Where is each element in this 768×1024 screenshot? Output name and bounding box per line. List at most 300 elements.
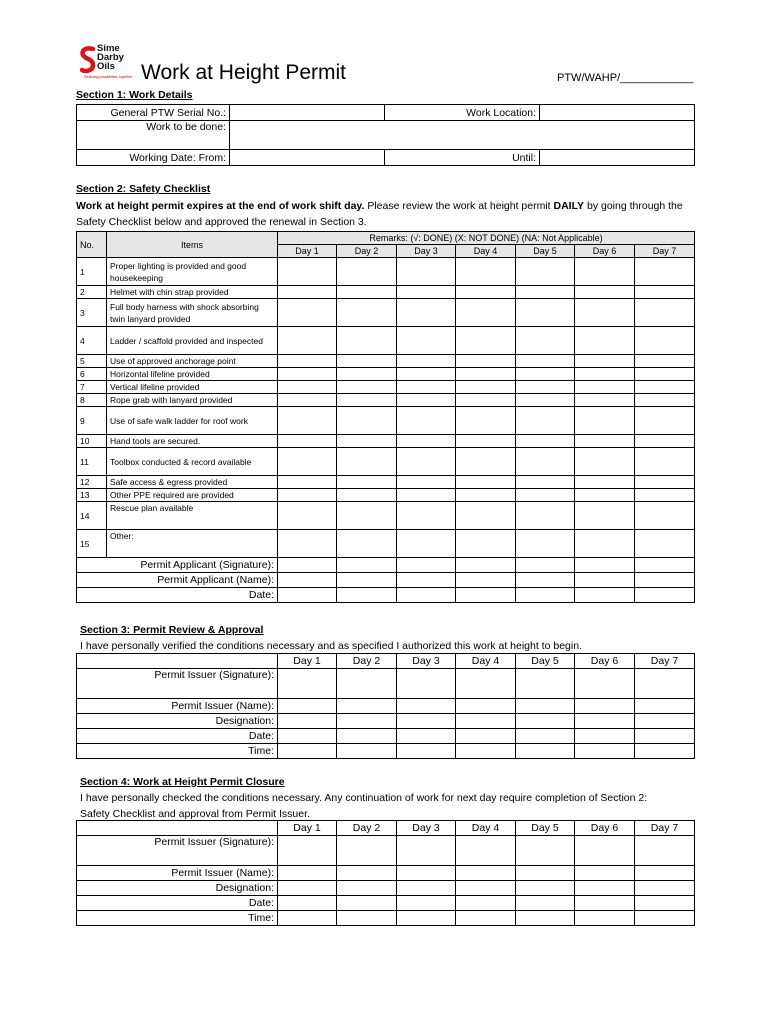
- issuer-cell[interactable]: [397, 744, 456, 759]
- day-header: Day 5: [516, 654, 575, 669]
- remark-cell[interactable]: [397, 435, 456, 448]
- remark-cell[interactable]: [575, 327, 635, 355]
- serial-field[interactable]: [230, 105, 385, 121]
- date-from-label: Working Date: From:: [77, 150, 230, 166]
- remark-cell[interactable]: [456, 489, 516, 502]
- remark-cell[interactable]: [516, 448, 575, 476]
- remark-cell[interactable]: [456, 502, 516, 530]
- applicant-row: [77, 588, 695, 603]
- item-text: Safe access & egress provided: [107, 476, 278, 489]
- item-text: Use of safe walk ladder for roof work: [107, 407, 278, 435]
- remark-cell[interactable]: [456, 258, 516, 286]
- checklist-row: [77, 502, 695, 530]
- day-header: Day 7: [635, 245, 695, 258]
- issuer-cell[interactable]: [397, 669, 456, 699]
- remark-cell[interactable]: [397, 286, 456, 299]
- day-header: Day 1: [278, 654, 337, 669]
- issuer-cell[interactable]: [516, 836, 575, 866]
- remark-cell[interactable]: [397, 368, 456, 381]
- remark-cell[interactable]: [575, 502, 635, 530]
- checklist-row: [77, 530, 695, 558]
- remark-cell[interactable]: [278, 258, 337, 286]
- issuer-cell[interactable]: [456, 699, 516, 714]
- day-header: Day 6: [575, 245, 635, 258]
- remark-cell[interactable]: [575, 476, 635, 489]
- remark-cell[interactable]: [575, 530, 635, 558]
- until-field[interactable]: [540, 150, 695, 166]
- issuer-cell[interactable]: [337, 836, 397, 866]
- item-text: Full body harness with shock absorbing twin lanyard provided: [107, 299, 278, 327]
- remark-cell[interactable]: [635, 435, 695, 448]
- remark-cell[interactable]: [337, 530, 397, 558]
- permit-closure-table: [76, 820, 695, 926]
- remark-cell[interactable]: [397, 355, 456, 368]
- remark-cell[interactable]: [456, 327, 516, 355]
- remark-cell[interactable]: [516, 286, 575, 299]
- issuer-cell[interactable]: [278, 714, 337, 729]
- item-text: Proper lighting is provided and good housekeeping: [107, 258, 278, 286]
- issuer-cell[interactable]: [635, 744, 695, 759]
- remark-cell[interactable]: [278, 299, 337, 327]
- day-header: Day 7: [635, 821, 695, 836]
- remark-cell[interactable]: [516, 530, 575, 558]
- checklist-row: [77, 286, 695, 299]
- checklist-row: [77, 489, 695, 502]
- item-number: 5: [77, 355, 107, 368]
- issuer-row: [77, 896, 695, 911]
- issuer-cell[interactable]: [516, 669, 575, 699]
- remark-cell[interactable]: [635, 299, 695, 327]
- checklist-row: [77, 381, 695, 394]
- issuer-cell[interactable]: [516, 896, 575, 911]
- issuer-row: [77, 836, 695, 866]
- applicant-cell[interactable]: [516, 588, 575, 603]
- applicant-cell[interactable]: [337, 573, 397, 588]
- issuer-cell[interactable]: [337, 669, 397, 699]
- remark-cell[interactable]: [278, 327, 337, 355]
- issuer-row: [77, 881, 695, 896]
- remark-cell[interactable]: [278, 381, 337, 394]
- item-number: 9: [77, 407, 107, 435]
- remark-cell[interactable]: [397, 476, 456, 489]
- remark-cell[interactable]: [456, 448, 516, 476]
- remark-cell[interactable]: [278, 407, 337, 435]
- item-number: 2: [77, 286, 107, 299]
- remark-cell[interactable]: [278, 448, 337, 476]
- applicant-cell[interactable]: [278, 588, 337, 603]
- issuer-cell[interactable]: [456, 896, 516, 911]
- item-text: Ladder / scaffold provided and inspected: [107, 327, 278, 355]
- item-number: 14: [77, 502, 107, 530]
- remark-cell[interactable]: [575, 448, 635, 476]
- remark-cell[interactable]: [516, 489, 575, 502]
- remark-cell[interactable]: [397, 407, 456, 435]
- issuer-cell[interactable]: [456, 669, 516, 699]
- issuer-cell[interactable]: [278, 881, 337, 896]
- remark-cell[interactable]: [278, 489, 337, 502]
- day-header: Day 2: [337, 821, 397, 836]
- item-text: Rope grab with lanyard provided: [107, 394, 278, 407]
- issuer-cell[interactable]: [397, 836, 456, 866]
- applicant-cell[interactable]: [337, 558, 397, 573]
- remark-cell[interactable]: [397, 530, 456, 558]
- remark-cell[interactable]: [337, 435, 397, 448]
- issuer-cell[interactable]: [516, 729, 575, 744]
- remark-cell[interactable]: [337, 355, 397, 368]
- issuer-cell[interactable]: [278, 836, 337, 866]
- issuer-cell[interactable]: [635, 881, 695, 896]
- issuer-cell[interactable]: [516, 881, 575, 896]
- day-header-row: [77, 821, 695, 836]
- issuer-cell[interactable]: [575, 699, 635, 714]
- day-header: Day 3: [397, 654, 456, 669]
- applicant-cell[interactable]: [337, 588, 397, 603]
- remark-cell[interactable]: [278, 286, 337, 299]
- issuer-cell[interactable]: [575, 881, 635, 896]
- checklist-row: [77, 476, 695, 489]
- applicant-cell[interactable]: [575, 588, 635, 603]
- item-text: Rescue plan available: [107, 502, 278, 530]
- remark-cell[interactable]: [397, 299, 456, 327]
- remark-cell[interactable]: [278, 368, 337, 381]
- applicant-cell[interactable]: [397, 588, 456, 603]
- issuer-cell[interactable]: [575, 744, 635, 759]
- item-text: Other:: [107, 530, 278, 558]
- applicant-cell[interactable]: [397, 573, 456, 588]
- issuer-cell[interactable]: [635, 911, 695, 926]
- date-from-field[interactable]: [230, 150, 385, 166]
- remark-cell[interactable]: [516, 355, 575, 368]
- remark-cell[interactable]: [278, 435, 337, 448]
- day-header: Day 4: [456, 245, 516, 258]
- item-text: Hand tools are secured.: [107, 435, 278, 448]
- checklist-row: [77, 407, 695, 435]
- day-header: Day 6: [575, 654, 635, 669]
- remark-cell[interactable]: [456, 530, 516, 558]
- issuer-cell[interactable]: [397, 896, 456, 911]
- issuer-cell[interactable]: [337, 896, 397, 911]
- remark-cell[interactable]: [397, 258, 456, 286]
- issuer-cell[interactable]: [337, 866, 397, 881]
- section3-intro: I have personally verified the conditions necessary and as specified I authorized this work at height to begin.: [80, 640, 582, 652]
- safety-checklist-table: [76, 231, 695, 603]
- item-text: Vertical lifeline provided: [107, 381, 278, 394]
- issuer-label: Designation:: [77, 881, 278, 896]
- issuer-cell[interactable]: [278, 866, 337, 881]
- work-details-table: [76, 104, 695, 166]
- until-label: Until:: [385, 150, 540, 166]
- issuer-cell[interactable]: [337, 714, 397, 729]
- remark-cell[interactable]: [337, 476, 397, 489]
- remark-cell[interactable]: [635, 258, 695, 286]
- remark-cell[interactable]: [337, 286, 397, 299]
- applicant-label: Permit Applicant (Signature):: [77, 558, 278, 573]
- section4-intro: I have personally checked the conditions necessary. Any continuation of work for next day require completion of Section 2: Safety Checklist and approval from Permit Issuer.: [80, 792, 648, 820]
- remark-cell[interactable]: [337, 394, 397, 407]
- remark-cell[interactable]: [635, 502, 695, 530]
- issuer-label: Date:: [77, 729, 278, 744]
- remark-cell[interactable]: [337, 489, 397, 502]
- remark-cell[interactable]: [516, 435, 575, 448]
- remark-cell[interactable]: [278, 476, 337, 489]
- issuer-cell[interactable]: [278, 911, 337, 926]
- issuer-cell[interactable]: [456, 729, 516, 744]
- issuer-cell[interactable]: [635, 896, 695, 911]
- remark-cell[interactable]: [397, 394, 456, 407]
- remark-cell[interactable]: [635, 476, 695, 489]
- issuer-row: [77, 729, 695, 744]
- remark-cell[interactable]: [278, 530, 337, 558]
- issuer-cell[interactable]: [397, 699, 456, 714]
- item-number: 7: [77, 381, 107, 394]
- remark-cell[interactable]: [337, 448, 397, 476]
- remark-cell[interactable]: [337, 381, 397, 394]
- issuer-row: [77, 669, 695, 699]
- section2-heading: Section 2: Safety Checklist: [76, 183, 211, 195]
- remark-cell[interactable]: [337, 502, 397, 530]
- issuer-row: [77, 866, 695, 881]
- issuer-cell[interactable]: [337, 911, 397, 926]
- issuer-cell[interactable]: [337, 729, 397, 744]
- applicant-cell[interactable]: [278, 573, 337, 588]
- remark-cell[interactable]: [516, 394, 575, 407]
- item-number: 11: [77, 448, 107, 476]
- issuer-cell[interactable]: [516, 714, 575, 729]
- checklist-row: [77, 299, 695, 327]
- issuer-cell[interactable]: [575, 911, 635, 926]
- issuer-label: Date:: [77, 896, 278, 911]
- checklist-row: [77, 448, 695, 476]
- item-text: Helmet with chin strap provided: [107, 286, 278, 299]
- remark-cell[interactable]: [516, 407, 575, 435]
- remark-cell[interactable]: [397, 502, 456, 530]
- checklist-row: [77, 355, 695, 368]
- remark-cell[interactable]: [575, 368, 635, 381]
- issuer-cell[interactable]: [278, 744, 337, 759]
- remark-cell[interactable]: [456, 394, 516, 407]
- issuer-cell[interactable]: [575, 729, 635, 744]
- item-text: Use of approved anchorage point: [107, 355, 278, 368]
- logo-s-mark-icon: [80, 46, 96, 74]
- remark-cell[interactable]: [337, 327, 397, 355]
- remark-cell[interactable]: [456, 355, 516, 368]
- checklist-row: [77, 394, 695, 407]
- issuer-cell[interactable]: [278, 699, 337, 714]
- section3-heading: Section 3: Permit Review & Approval: [80, 624, 264, 636]
- remark-cell[interactable]: [516, 502, 575, 530]
- issuer-cell[interactable]: [635, 714, 695, 729]
- issuer-cell[interactable]: [456, 881, 516, 896]
- applicant-cell[interactable]: [456, 588, 516, 603]
- issuer-cell[interactable]: [397, 881, 456, 896]
- applicant-label: Permit Applicant (Name):: [77, 573, 278, 588]
- location-field[interactable]: [540, 105, 695, 121]
- issuer-label: Designation:: [77, 714, 278, 729]
- issuer-cell[interactable]: [575, 866, 635, 881]
- issuer-cell[interactable]: [635, 836, 695, 866]
- remark-cell[interactable]: [516, 368, 575, 381]
- item-number: 13: [77, 489, 107, 502]
- remark-cell[interactable]: [575, 299, 635, 327]
- day-header: Day 3: [397, 245, 456, 258]
- applicant-cell[interactable]: [575, 573, 635, 588]
- remark-cell[interactable]: [635, 286, 695, 299]
- remark-cell[interactable]: [278, 355, 337, 368]
- day-header: Day 4: [456, 821, 516, 836]
- item-number: 6: [77, 368, 107, 381]
- issuer-cell[interactable]: [337, 699, 397, 714]
- applicant-label: Date:: [77, 588, 278, 603]
- issuer-cell[interactable]: [635, 699, 695, 714]
- remark-cell[interactable]: [635, 327, 695, 355]
- company-logo: [80, 44, 140, 80]
- day-header: Day 7: [635, 654, 695, 669]
- applicant-cell[interactable]: [456, 558, 516, 573]
- issuer-label: Permit Issuer (Name):: [77, 866, 278, 881]
- section2-intro: Work at height permit expires at the end of work shift day. Please review the work at height permit DAILY by going through the Safety Checklist below and approved the renewal in Section 3.: [76, 200, 683, 228]
- remark-cell[interactable]: [337, 407, 397, 435]
- remark-cell[interactable]: [397, 327, 456, 355]
- remark-cell[interactable]: [635, 355, 695, 368]
- remarks-header: Remarks: (√: DONE) (X: NOT DONE) (NA: Not Applicable): [278, 232, 695, 245]
- applicant-cell[interactable]: [456, 573, 516, 588]
- issuer-cell[interactable]: [456, 836, 516, 866]
- col-items-header: Items: [107, 232, 278, 258]
- issuer-cell[interactable]: [456, 866, 516, 881]
- blank-header-cell: [77, 654, 278, 669]
- issuer-row: [77, 911, 695, 926]
- day-header: Day 3: [397, 821, 456, 836]
- issuer-cell[interactable]: [397, 714, 456, 729]
- remark-cell[interactable]: [575, 407, 635, 435]
- day-header: Day 2: [337, 245, 397, 258]
- remark-cell[interactable]: [635, 394, 695, 407]
- remark-cell[interactable]: [456, 299, 516, 327]
- issuer-cell[interactable]: [516, 911, 575, 926]
- issuer-cell[interactable]: [397, 911, 456, 926]
- issuer-cell[interactable]: [456, 911, 516, 926]
- remark-cell[interactable]: [635, 407, 695, 435]
- remark-cell[interactable]: [456, 381, 516, 394]
- issuer-label: Permit Issuer (Signature):: [77, 836, 278, 866]
- issuer-cell[interactable]: [516, 866, 575, 881]
- remark-cell[interactable]: [635, 530, 695, 558]
- issuer-cell[interactable]: [516, 699, 575, 714]
- section1-heading: Section 1: Work Details: [76, 89, 193, 101]
- remark-cell[interactable]: [456, 368, 516, 381]
- applicant-cell[interactable]: [278, 558, 337, 573]
- remark-cell[interactable]: [575, 381, 635, 394]
- issuer-cell[interactable]: [278, 896, 337, 911]
- applicant-cell[interactable]: [397, 558, 456, 573]
- issuer-label: Permit Issuer (Signature):: [77, 669, 278, 699]
- day-header: Day 4: [456, 654, 516, 669]
- checklist-row: [77, 258, 695, 286]
- issuer-cell[interactable]: [456, 714, 516, 729]
- col-no-header: No.: [77, 232, 107, 258]
- issuer-cell[interactable]: [278, 729, 337, 744]
- ptw-reference: PTW/WAHP/____________: [557, 72, 694, 84]
- applicant-row: [77, 573, 695, 588]
- remark-cell[interactable]: [575, 489, 635, 502]
- remark-cell[interactable]: [337, 258, 397, 286]
- issuer-cell[interactable]: [575, 836, 635, 866]
- remark-cell[interactable]: [516, 327, 575, 355]
- checklist-row: [77, 435, 695, 448]
- issuer-cell[interactable]: [575, 714, 635, 729]
- logo-name: Sime Darby Oils: [97, 43, 124, 72]
- issuer-cell[interactable]: [337, 881, 397, 896]
- checklist-row: [77, 327, 695, 355]
- issuer-cell[interactable]: [278, 669, 337, 699]
- remark-cell[interactable]: [575, 258, 635, 286]
- issuer-cell[interactable]: [397, 866, 456, 881]
- remark-cell[interactable]: [635, 381, 695, 394]
- applicant-cell[interactable]: [635, 588, 695, 603]
- applicant-cell[interactable]: [635, 573, 695, 588]
- issuer-cell[interactable]: [575, 669, 635, 699]
- item-text: Horizontal lifeline provided: [107, 368, 278, 381]
- issuer-cell[interactable]: [337, 744, 397, 759]
- remark-cell[interactable]: [575, 435, 635, 448]
- item-number: 3: [77, 299, 107, 327]
- remark-cell[interactable]: [516, 476, 575, 489]
- issuer-cell[interactable]: [635, 729, 695, 744]
- applicant-cell[interactable]: [516, 573, 575, 588]
- remark-cell[interactable]: [397, 489, 456, 502]
- remark-cell[interactable]: [635, 489, 695, 502]
- day-header: Day 1: [278, 821, 337, 836]
- remark-cell[interactable]: [278, 502, 337, 530]
- remark-cell[interactable]: [516, 299, 575, 327]
- remark-cell[interactable]: [337, 299, 397, 327]
- issuer-cell[interactable]: [456, 744, 516, 759]
- applicant-cell[interactable]: [575, 558, 635, 573]
- issuer-cell[interactable]: [575, 896, 635, 911]
- remark-cell[interactable]: [516, 381, 575, 394]
- remark-cell[interactable]: [397, 448, 456, 476]
- location-label: Work Location:: [385, 105, 540, 121]
- remark-cell[interactable]: [456, 476, 516, 489]
- remark-cell[interactable]: [337, 368, 397, 381]
- issuer-cell[interactable]: [516, 744, 575, 759]
- remark-cell[interactable]: [397, 381, 456, 394]
- remark-cell[interactable]: [456, 407, 516, 435]
- item-number: 15: [77, 530, 107, 558]
- applicant-cell[interactable]: [635, 558, 695, 573]
- day-header: Day 1: [278, 245, 337, 258]
- issuer-cell[interactable]: [635, 866, 695, 881]
- remark-cell[interactable]: [278, 394, 337, 407]
- issuer-cell[interactable]: [635, 669, 695, 699]
- remark-cell[interactable]: [456, 435, 516, 448]
- page-title: Work at Height Permit: [141, 61, 347, 84]
- remark-cell[interactable]: [456, 286, 516, 299]
- work-field[interactable]: [230, 121, 695, 150]
- remark-cell[interactable]: [516, 258, 575, 286]
- item-number: 8: [77, 394, 107, 407]
- remark-cell[interactable]: [635, 368, 695, 381]
- day-header: Day 2: [337, 654, 397, 669]
- applicant-cell[interactable]: [516, 558, 575, 573]
- remark-cell[interactable]: [575, 394, 635, 407]
- remark-cell[interactable]: [635, 448, 695, 476]
- issuer-cell[interactable]: [397, 729, 456, 744]
- day-header: Day 5: [516, 245, 575, 258]
- remark-cell[interactable]: [575, 286, 635, 299]
- remark-cell[interactable]: [575, 355, 635, 368]
- permit-approval-table: [76, 653, 695, 759]
